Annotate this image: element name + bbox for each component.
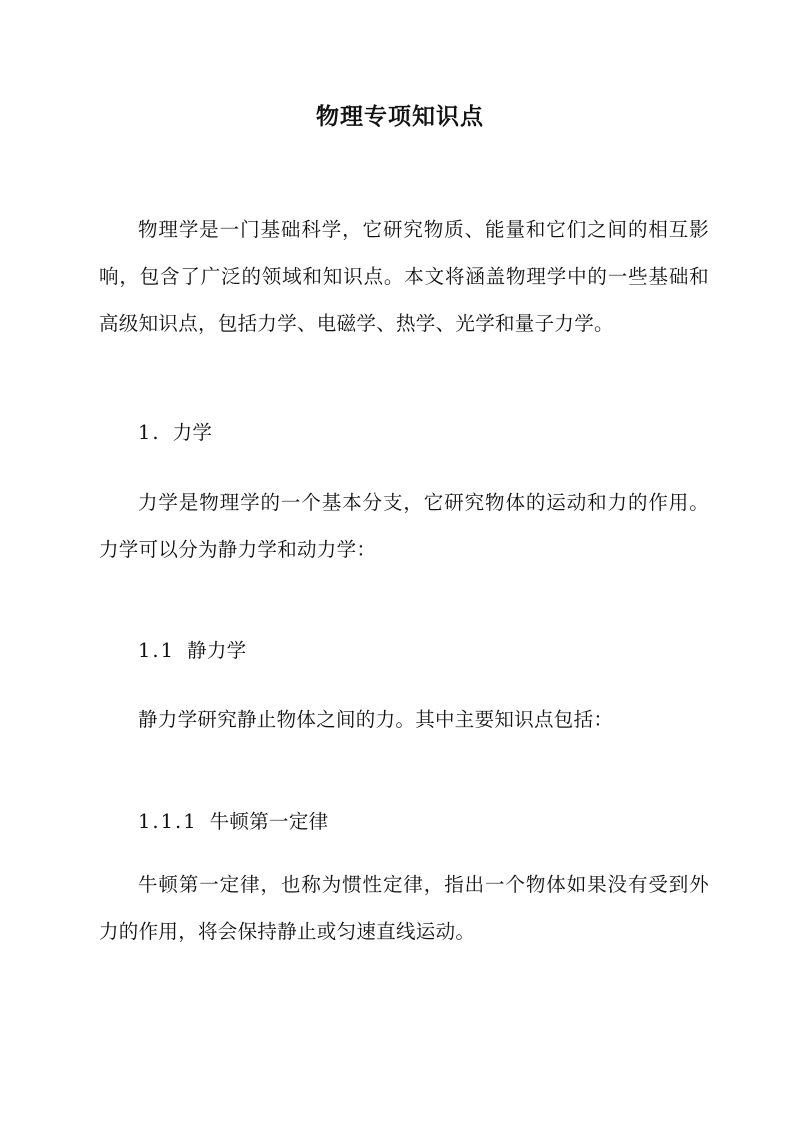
section-heading-statics	[138, 636, 246, 666]
section-heading-newton-first-law	[138, 807, 328, 837]
section-number: 1.	[138, 421, 161, 444]
section-title: 力学	[172, 421, 213, 444]
section-title: 静力学	[187, 639, 247, 662]
section-number: 1.1	[138, 639, 176, 662]
newton-first-law-paragraph: 牛顿第一定律，也称为惯性定律，指出一个物体如果没有受到外力的作用，将会保持静止或匀速直线运动。	[99, 873, 709, 943]
document-title: 物理专项知识点	[316, 103, 484, 130]
section-title: 牛顿第一定律	[209, 810, 329, 833]
intro-paragraph: 物理学是一门基础科学，它研究物质、能量和它们之间的相互影响，包含了广泛的领域和知识点。本文将涵盖物理学中的一些基础和高级知识点，包括力学、电磁学、热学、光学和量子力学。	[99, 218, 709, 335]
mechanics-paragraph: 力学是物理学的一个基本分支，它研究物体的运动和力的作用。力学可以分为静力学和动力学：	[99, 491, 709, 561]
statics-paragraph: 静力学研究静止物体之间的力。其中主要知识点包括：	[138, 708, 614, 731]
section-number: 1.1.1	[138, 810, 198, 833]
section-heading-mechanics	[138, 418, 212, 448]
